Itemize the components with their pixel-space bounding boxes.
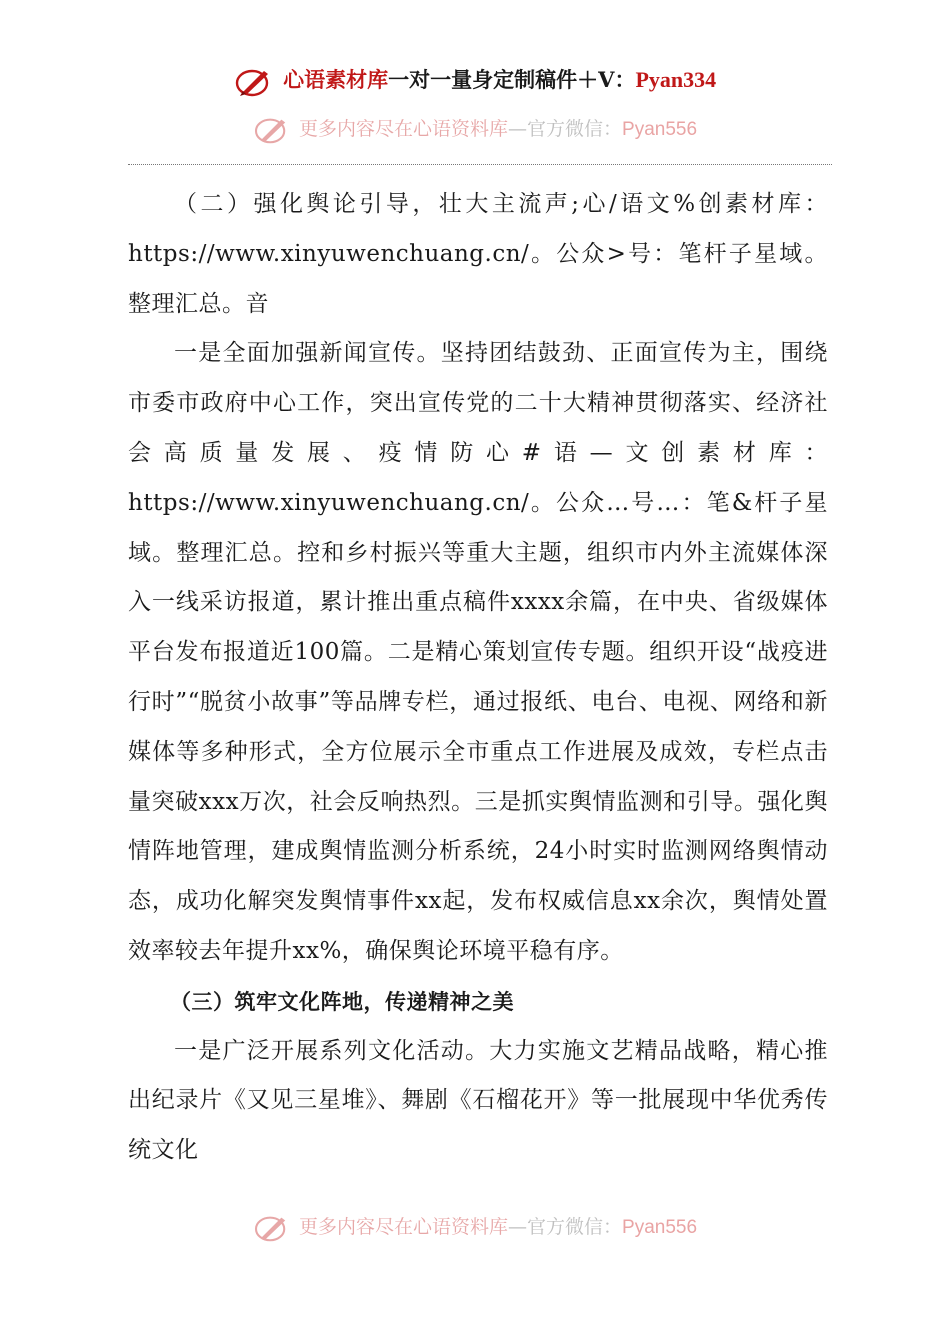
footer-text: 更多内容尽在心语资料库 xyxy=(299,1216,509,1238)
pen-logo-icon xyxy=(253,114,291,146)
footer-dash: —官方微信： xyxy=(508,1216,623,1238)
watermark-dash: —官方微信： xyxy=(508,118,623,140)
slogan: 一对一量身定制稿件＋V： xyxy=(388,67,636,92)
pen-logo-icon xyxy=(234,65,274,99)
paragraph-3: 一是广泛开展系列文化活动。大力实施文艺精品战略，精心推出纪录片《又见三星堆》、舞剧《石榴花开》等一批展现中华优秀传统文化 xyxy=(128,1037,828,1164)
header-watermark xyxy=(0,114,950,146)
footer-watermark xyxy=(0,1212,950,1244)
paragraph-2: 一是全面加强新闻宣传。坚持团结鼓劲、正面宣传为主，围绕市委市政府中心工作，突出宣传党的二十大精神贯彻落实、经济社会高质量发展、疫情防心#语—文创素材库：https://www.xinyuwenchuang.cn/。公众…号…：笔&杆子星域。整理汇总。控和乡村振兴等重大主题，组织市内外主流媒体深入一线采访报道，累计推出重点稿件xxxx余篇，在中央、省级媒体平台发布报道近100篇。二是精心策划宣传专题。组织开设“战疫进行时”“脱贫小故事”等品牌专栏，通过报纸、电台、电视、网络和新媒体等多种形式，全方位展示全市重点工作进展及成效，专栏点击量突破xxx万次，社会反响热烈。三是抓实舆情监测和引导。强化舆情阵地管理，建成舆情监测分析系统，24小时实时监测网络舆情动态，成功化解突发舆情事件xx起，发布权威信息xx余次，舆情处置效率较去年提升xx%，确保舆论环境平稳有序。 xyxy=(128,340,828,964)
pen-logo-icon xyxy=(253,1212,291,1244)
watermark-text: 更多内容尽在心语资料库 xyxy=(299,118,509,140)
watermark-id: Pyan556 xyxy=(622,119,698,140)
header-banner xyxy=(0,64,950,99)
contact-id: Pyan334 xyxy=(635,67,717,92)
footer-id: Pyan556 xyxy=(622,1217,698,1238)
header-divider xyxy=(128,164,832,165)
paragraph-1: （二）强化舆论引导，壮大主流声;心/语文%创素材库：https://www.xinyuwenchuang.cn/。公众>号：笔杆子星域。整理汇总。音 xyxy=(128,191,828,317)
section-heading: （三）筑牢文化阵地，传递精神之美 xyxy=(170,988,514,1014)
brand-name: 心语素材库 xyxy=(283,67,389,92)
document-body xyxy=(128,180,828,1176)
